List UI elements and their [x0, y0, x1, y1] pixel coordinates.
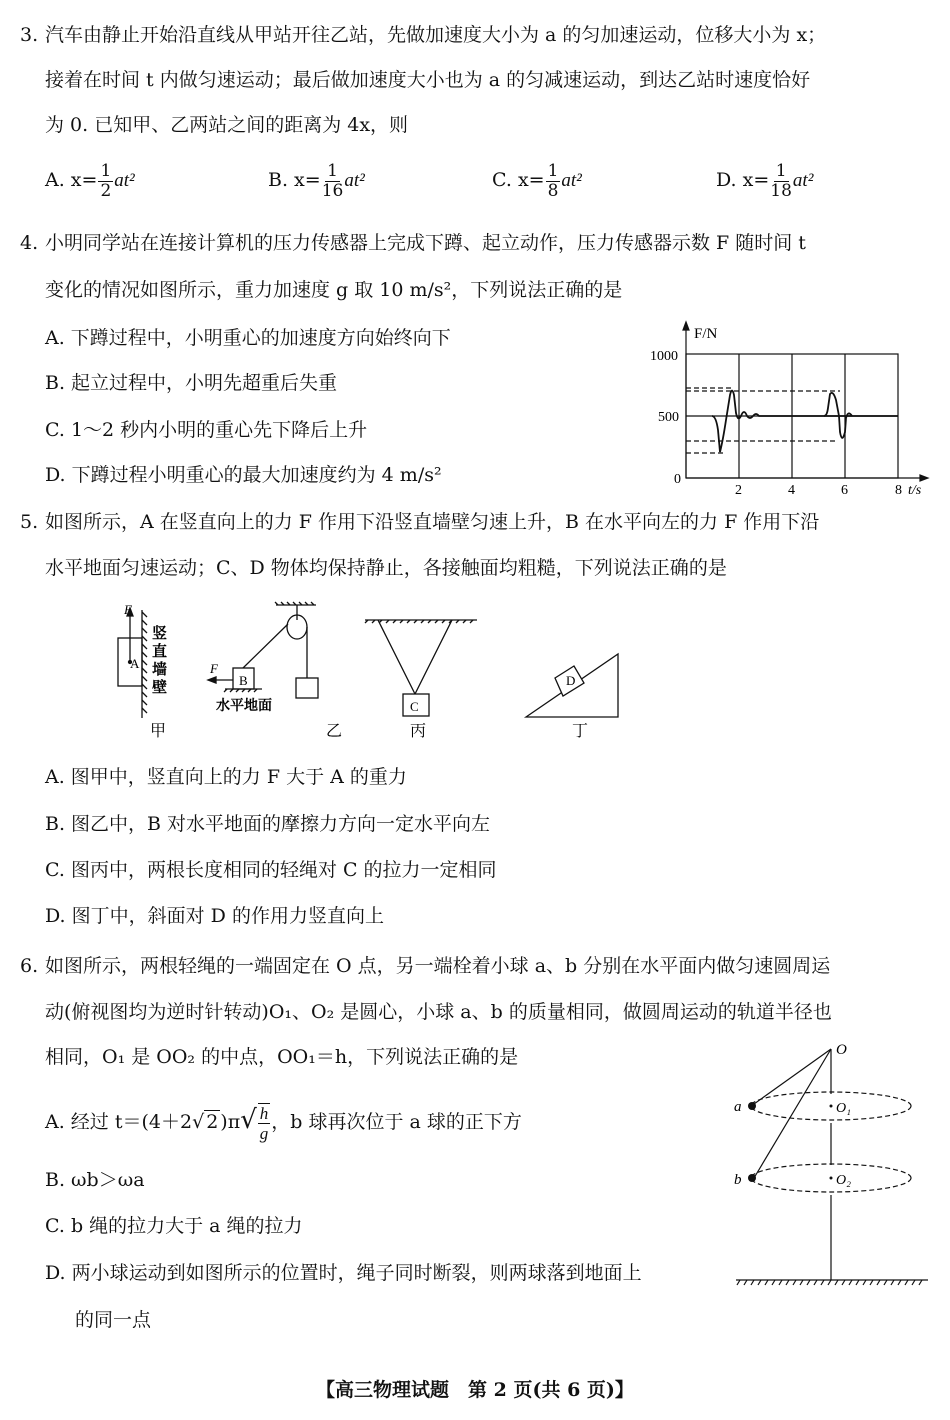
q3-option-a: A. x= $\frac{1}{2}$ at²	[45, 160, 135, 201]
ball-a-label: a	[734, 1099, 742, 1115]
ball-a	[748, 1102, 756, 1110]
ball-b-label: b	[734, 1172, 742, 1188]
q6-stem-line: 动(俯视图均为逆时针转动)O₁、O₂ 是圆心，小球 a、b 的质量相同，做圆周运动的轨道半径也	[45, 1001, 832, 1023]
caption: 丙	[410, 723, 427, 740]
q3-option-c: C. x= $\frac{1}{8}$ at²	[492, 160, 582, 201]
q6-stem-line: 如图所示，两根轻绳的一端固定在 O 点，另一端栓着小球 a、b 分别在水平面内做匀速圆周运	[45, 955, 831, 977]
q6-option-d: D. 两小球运动到如图所示的位置时，绳子同时断裂，则两球落到地面上	[45, 1262, 642, 1284]
q4-option-a: A. 下蹲过程中，小明重心的加速度方向始终向下	[45, 327, 451, 349]
q3-option-b: B. x= $\frac{1}{16}$ at²	[268, 160, 365, 201]
q6-option-b: B. ωb＞ωa	[45, 1169, 145, 1191]
x-tick: 4	[788, 483, 795, 498]
y-tick: 1000	[650, 349, 678, 364]
block-label: B	[239, 673, 248, 688]
q3-option-d: D. x= $\frac{1}{18}$ at²	[716, 160, 814, 201]
q6-number: 6.	[20, 955, 39, 977]
q4-option-b: B. 起立过程中，小明先超重后失重	[45, 372, 338, 394]
x-tick: 6	[841, 483, 848, 498]
q6-option-d-cont: 的同一点	[75, 1309, 152, 1331]
q5-number: 5.	[20, 511, 39, 533]
ground-label: 水平地面	[216, 699, 272, 714]
force-label: F	[124, 602, 132, 617]
q3-stem-line: 汽车由静止开始沿直线从甲站开往乙站，先做加速度大小为 a 的匀加速运动，位移大小为 x；	[45, 24, 827, 46]
o2-label: O₂	[836, 1173, 851, 1188]
page-footer: 【高三物理试题 第 2 页(共 6 页)】	[316, 1379, 634, 1401]
q4-number: 4.	[20, 232, 39, 254]
wall-label: 墙	[152, 662, 168, 678]
block-label: D	[566, 673, 576, 688]
point-o-label: O	[836, 1042, 847, 1058]
q3-stem-line: 为 0. 已知甲、乙两站之间的距离为 4x，则	[45, 114, 409, 136]
wall-label: 竖	[152, 626, 168, 642]
q6-stem-line: 相同，O₁ 是 OO₂ 的中点，OO₁＝h，下列说法正确的是	[45, 1046, 519, 1068]
o1-label: O₁	[836, 1101, 851, 1116]
q6-option-a: A. 经过 t＝(4＋2√ 2 )π√ $\frac{h}{g}$ ，b 球再次位于 a 球的正下方	[45, 1104, 522, 1143]
q5-stem-line: 如图所示，A 在竖直向上的力 F 作用下沿竖直墙壁匀速上升，B 在水平向左的力 F 作用下沿	[45, 511, 820, 533]
block-label: A	[130, 656, 140, 671]
q5-stem-line: 水平地面匀速运动；C、D 物体均保持静止，各接触面均粗糙，下列说法正确的是	[45, 557, 727, 579]
q3-number: 3.	[20, 24, 39, 46]
x-tick: 8	[895, 483, 902, 498]
y-axis-label: F/N	[694, 326, 718, 342]
caption: 甲	[150, 723, 167, 740]
force-label: F	[210, 661, 218, 676]
force-time-graph	[640, 320, 940, 500]
q3-stem-line: 接着在时间 t 内做匀速运动；最后做加速度大小也为 a 的匀减速运动，到达乙站时速度恰好	[45, 69, 811, 91]
q4-option-c: C. 1～2 秒内小明的重心先下降后上升	[45, 419, 368, 441]
x-axis-label: t/s	[908, 483, 922, 498]
q4-option-d: D. 下蹲过程小明重心的最大加速度约为 4 m/s²	[45, 464, 442, 486]
q4-stem-line: 变化的情况如图所示，重力加速度 g 取 10 m/s²，下列说法正确的是	[45, 279, 623, 301]
wall-label: 壁	[152, 680, 168, 696]
q5-figures	[100, 600, 850, 750]
q6-option-c: C. b 绳的拉力大于 a 绳的拉力	[45, 1215, 303, 1237]
q5-option-c: C. 图丙中，两根长度相同的轻绳对 C 的拉力一定相同	[45, 859, 497, 881]
y-tick: 0	[674, 472, 681, 487]
q6-figure	[720, 1030, 940, 1310]
caption: 乙	[326, 723, 343, 740]
caption: 丁	[572, 723, 589, 740]
q5-option-b: B. 图乙中，B 对水平地面的摩擦力方向一定水平向左	[45, 813, 491, 835]
y-tick: 500	[658, 410, 679, 425]
wall-label: 直	[152, 644, 168, 660]
ball-b	[748, 1174, 756, 1182]
x-tick: 2	[735, 483, 742, 498]
q5-option-d: D. 图丁中，斜面对 D 的作用力竖直向上	[45, 905, 384, 927]
block-label: C	[410, 699, 419, 714]
q4-stem-line: 小明同学站在连接计算机的压力传感器上完成下蹲、起立动作，压力传感器示数 F 随时间 t	[45, 232, 806, 254]
q5-option-a: A. 图甲中，竖直向上的力 F 大于 A 的重力	[45, 766, 407, 788]
